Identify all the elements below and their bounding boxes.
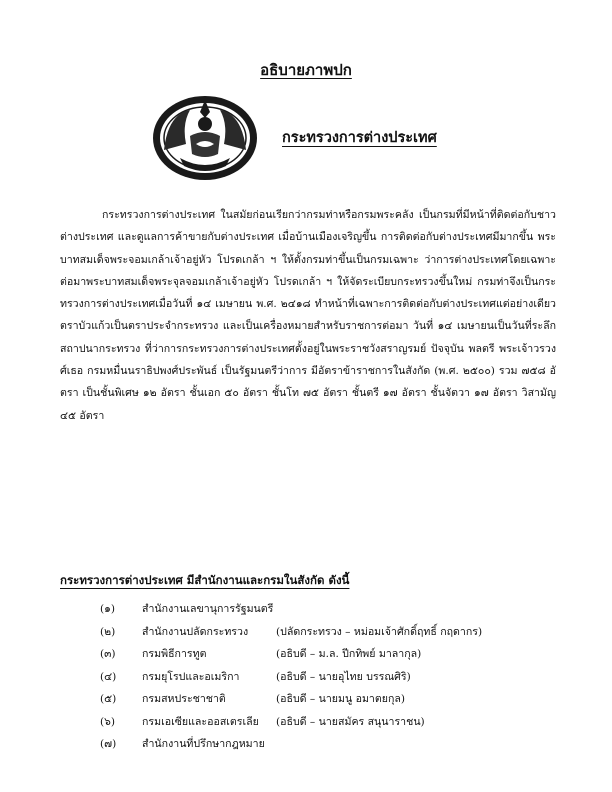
department-head: (อธิบดี – นายสมัคร สนุนาราชน) [276, 715, 425, 728]
department-name: สำนักงานที่ปรึกษากฎหมาย [142, 738, 265, 750]
list-item [100, 666, 570, 689]
list-item [100, 733, 570, 756]
department-head: (อธิบดี – นายอุไทย บรรณศิริ) [276, 670, 411, 683]
list-item [100, 621, 570, 644]
department-head: (อธิบดี – นายมนู อมาตยกุล) [276, 693, 406, 705]
list-item [100, 643, 570, 666]
body-paragraph: กระทรวงการต่างประเทศ ในสมัยก่อนเรียกว่ากรมท่าหรือกรมพระคลัง เป็นกรมที่มีหน้าที่ติดต่อกับชาวต่างประเทศ และดูแลการค้าขายกับต่างประเทศ เมื่อบ้านเมืองเจริญขึ้น การติดต่อกับต่างประเทศมีมากขึ้น พระบาทสมเด็จพระจอมเกล้าเจ้าอยู่หัว โปรดเกล้า ฯ ให้ตั้งกรมท่าขึ้นเป็นกรมเฉพาะ ว่าการต่างประเทศโดยเฉพาะ ต่อมาพระบาทสมเด็จพระจุลจอมเกล้าเจ้าอยู่หัว โปรดเกล้า ฯ ให้จัดระเบียบกระทรวงขึ้นใหม่ กรมท่าจึงเป็นกระทรวงการต่างประเทศเมื่อวันที่ ๑๔ เมษายน พ.ศ. ๒๔๑๘ ทำหน้าที่เฉพาะการติดต่อกับต่างประเทศแต่อย่างเดียว ตราบัวแก้วเป็นตราประจำกระทรวง และเป็นเครื่องหมายสำหรับราชการต่อมา วันที่ ๑๔ เมษายนเป็นวันที่ระลึกสถาปนากระทรวง ที่ว่าการกระทรวงการต่างประเทศตั้งอยู่ในพระราชวังสราญรมย์ ปัจจุบัน พลตรี พระเจ้าวรวงศ์เธอ กรมหมื่นนราธิปพงศ์ประพันธ์ เป็นรัฐมนตรีว่าการ มีอัตราข้าราชการในสังกัด (พ.ศ. ๒๕๐๐) รวม ๗๕๘ อัตรา เป็นชั้นพิเศษ ๑๒ อัตรา ชั้นเอก ๕๐ อัตรา ชั้นโท ๗๕ อัตรา ชั้นตรี ๑๗ อัตรา ชั้นจัตวา ๑๗ อัตรา วิสามัญ ๔๕ อัตรา [60, 209, 556, 422]
department-name: กรมเอเซียและออสเตรเลีย [142, 715, 259, 728]
item-number: (๕) [100, 693, 117, 705]
list-item [100, 598, 570, 621]
department-name: สำนักงานปลัดกระทรวง [142, 625, 249, 638]
department-name: สำนักงานเลขานุการรัฐมนตรี [142, 603, 274, 615]
department-name: กรมยุโรปและอเมริกา [142, 670, 240, 683]
item-number: (๖) [100, 715, 115, 728]
item-number: (๒) [100, 625, 116, 638]
department-head: (อธิบดี – ม.ล. ปีกทิพย์ มาลากุล) [276, 648, 422, 660]
item-number: (๔) [100, 670, 117, 683]
ministry-heading: กระทรวงการต่างประเทศ [282, 129, 437, 146]
department-list [100, 598, 570, 756]
departments-heading: กระทรวงการต่างประเทศ มีสำนักงานและกรมในสังกัด ดังนี้ [60, 573, 350, 587]
item-number: (๑) [100, 603, 115, 615]
page-title: อธิบายภาพปก [260, 61, 352, 79]
list-item [100, 688, 570, 711]
department-head: (ปลัดกระทรวง – หม่อมเจ้าศักดิ์ฤทธิ์ กฤดากร) [276, 625, 483, 638]
department-name: กรมพิธีการทูต [142, 648, 207, 660]
bua-kaew-seal-icon [150, 92, 260, 184]
list-item [100, 711, 570, 734]
department-name: กรมสหประชาชาติ [142, 693, 226, 705]
item-number: (๗) [100, 738, 117, 750]
item-number: (๓) [100, 648, 116, 660]
